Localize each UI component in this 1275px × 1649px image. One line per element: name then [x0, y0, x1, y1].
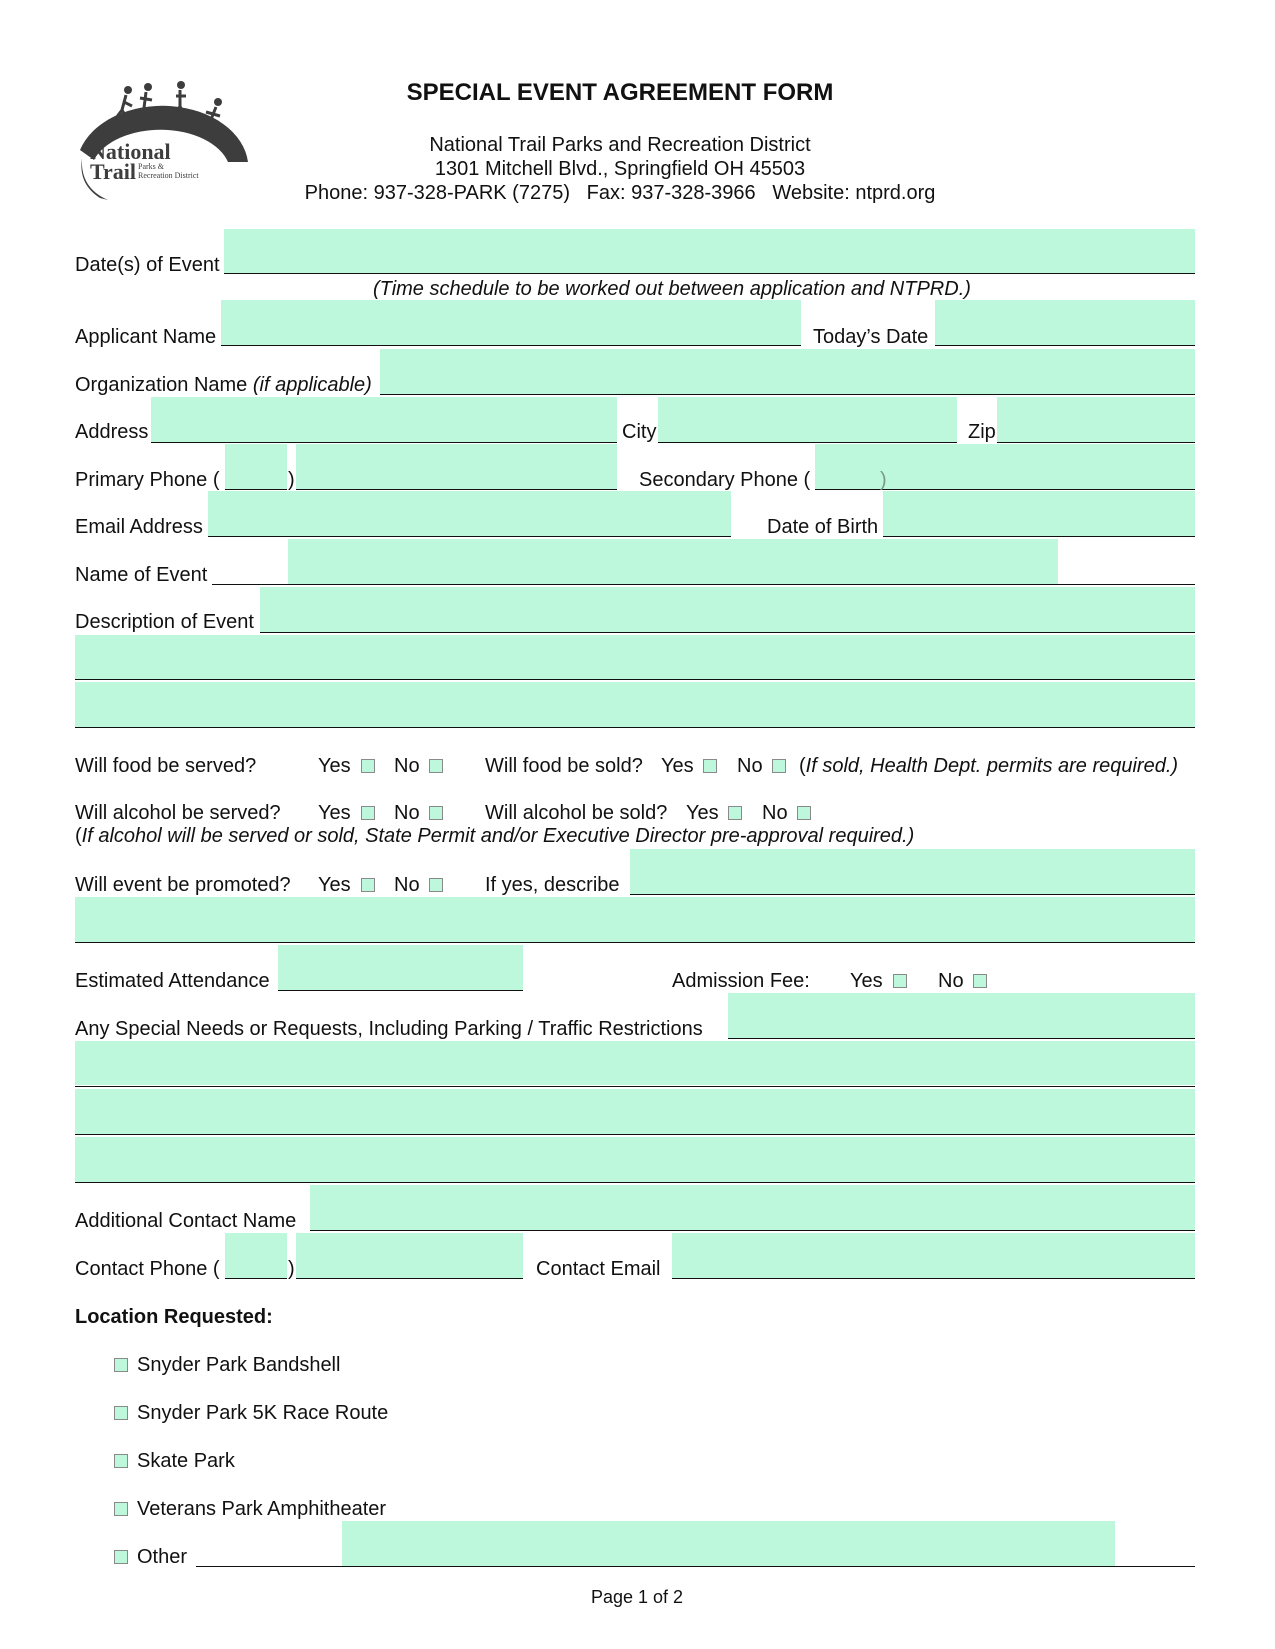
food-served-yes-checkbox[interactable]	[361, 759, 375, 773]
org-field[interactable]	[380, 349, 1195, 394]
alcohol-served-label: Will alcohol be served?	[75, 802, 281, 824]
event-name-field[interactable]	[288, 539, 1058, 584]
org-label	[75, 374, 372, 396]
if-yes-label: If yes, describe	[485, 874, 620, 896]
location-option-skate-park: Skate Park	[137, 1450, 235, 1472]
location-checkbox-race-route[interactable]	[114, 1406, 128, 1420]
city-label: City	[622, 421, 657, 443]
special-needs-field-4[interactable]	[75, 1137, 1195, 1182]
promotion-field-2[interactable]	[75, 897, 1195, 942]
promotion-underline-2	[75, 942, 1195, 943]
contact-area-underline	[225, 1278, 287, 1279]
logo-text: National Trail	[90, 139, 171, 184]
location-checkbox-skate-park[interactable]	[114, 1454, 128, 1468]
admission-no-label: No	[938, 970, 964, 992]
dob-field[interactable]	[883, 491, 1195, 536]
location-option-bandshell: Snyder Park Bandshell	[137, 1354, 341, 1376]
description-field-3[interactable]	[75, 682, 1195, 727]
food-note-text: If sold, Health Dept. permits are required.)	[805, 755, 1179, 777]
food-sold-no-label: No	[737, 755, 763, 777]
location-checkbox-other[interactable]	[114, 1550, 128, 1564]
contact-email-underline	[672, 1278, 1195, 1279]
primary-phone-field[interactable]	[296, 444, 617, 489]
promoted-no-checkbox[interactable]	[429, 878, 443, 892]
zip-field[interactable]	[997, 397, 1195, 442]
promotion-field-1[interactable]	[630, 849, 1195, 894]
page-title: SPECIAL EVENT AGREEMENT FORM	[406, 79, 834, 106]
food-sold-yes-label: Yes	[661, 755, 694, 777]
contact-phone-label: Contact Phone (	[75, 1258, 220, 1280]
secondary-phone-underline	[815, 489, 1195, 490]
special-needs-underline-1	[728, 1038, 1195, 1039]
event-name-underline	[212, 584, 1195, 585]
food-served-label: Will food be served?	[75, 755, 257, 777]
promoted-label: Will event be promoted?	[75, 874, 291, 896]
today-underline	[935, 345, 1195, 346]
additional-contact-field[interactable]	[310, 1185, 1195, 1230]
description-underline-3	[75, 727, 1195, 728]
zip-underline	[997, 442, 1195, 443]
special-needs-field-1[interactable]	[728, 993, 1195, 1038]
primary-phone-label: Primary Phone (	[75, 469, 220, 491]
description-field-2[interactable]	[75, 635, 1195, 679]
secondary-phone-field[interactable]	[815, 444, 1195, 489]
promoted-yes-label: Yes	[318, 874, 351, 896]
admission-yes-checkbox[interactable]	[893, 974, 907, 988]
email-field[interactable]	[208, 491, 731, 536]
food-sold-yes-checkbox[interactable]	[703, 759, 717, 773]
applicant-field[interactable]	[221, 300, 801, 345]
food-served-no-checkbox[interactable]	[429, 759, 443, 773]
org-label-suffix: (if applicable)	[252, 374, 372, 396]
primary-area-underline	[225, 489, 287, 490]
description-field-1[interactable]	[260, 587, 1195, 632]
alcohol-served-yes-label: Yes	[318, 802, 351, 824]
dates-label: Date(s) of Event	[75, 254, 220, 276]
today-label: Today’s Date	[813, 326, 929, 348]
primary-phone-underline	[296, 489, 617, 490]
secondary-phone-label: Secondary Phone (	[639, 469, 811, 491]
address-label: Address	[75, 421, 149, 443]
promoted-yes-checkbox[interactable]	[361, 878, 375, 892]
attendance-field[interactable]	[278, 945, 523, 990]
address-field[interactable]	[151, 397, 617, 442]
dates-underline	[224, 273, 1195, 274]
city-field[interactable]	[658, 397, 957, 442]
applicant-label: Applicant Name	[75, 326, 217, 348]
food-note-open: (	[799, 755, 806, 777]
attendance-label: Estimated Attendance	[75, 970, 270, 992]
dob-underline	[883, 536, 1195, 537]
logo	[78, 80, 258, 205]
alcohol-note-text: If alcohol will be served or sold, State Permit and/or Executive Director pre-approval required.)	[81, 825, 915, 847]
special-needs-underline-3	[75, 1134, 1195, 1135]
dates-field[interactable]	[224, 229, 1195, 273]
applicant-underline	[221, 345, 801, 346]
alcohol-served-no-label: No	[394, 802, 420, 824]
today-field[interactable]	[935, 300, 1195, 345]
logo-subtext: Parks & Recreation District	[138, 162, 199, 180]
location-checkbox-amphitheater[interactable]	[114, 1502, 128, 1516]
other-location-field[interactable]	[342, 1521, 1115, 1566]
alcohol-note	[75, 825, 914, 847]
email-label: Email Address	[75, 516, 203, 538]
event-name-label: Name of Event	[75, 564, 208, 586]
food-note	[799, 755, 1178, 777]
address-underline	[151, 442, 617, 443]
alcohol-sold-yes-checkbox[interactable]	[728, 806, 742, 820]
additional-contact-label: Additional Contact Name	[75, 1210, 297, 1232]
special-needs-underline-4	[75, 1182, 1195, 1183]
city-underline	[658, 442, 957, 443]
additional-contact-underline	[310, 1230, 1195, 1231]
email-underline	[208, 536, 731, 537]
location-option-race-route: Snyder Park 5K Race Route	[137, 1402, 389, 1424]
alcohol-served-no-checkbox[interactable]	[429, 806, 443, 820]
org-contact: Phone: 937-328-PARK (7275) Fax: 937-328-3966 Website: ntprd.org	[304, 182, 936, 204]
org-underline	[380, 394, 1195, 395]
food-served-no-label: No	[394, 755, 420, 777]
food-sold-label: Will food be sold?	[485, 755, 643, 777]
location-option-other: Other	[137, 1546, 188, 1568]
alcohol-sold-no-checkbox[interactable]	[797, 806, 811, 820]
org-name: National Trail Parks and Recreation District	[429, 134, 811, 156]
contact-phone-underline	[296, 1278, 523, 1279]
alcohol-served-yes-checkbox[interactable]	[361, 806, 375, 820]
org-label-text: Organization Name	[75, 374, 248, 396]
alcohol-sold-no-label: No	[762, 802, 788, 824]
admission-yes-label: Yes	[850, 970, 883, 992]
attendance-underline	[278, 990, 523, 991]
promoted-no-label: No	[394, 874, 420, 896]
org-address: 1301 Mitchell Blvd., Springfield OH 45503	[434, 158, 806, 180]
dates-note: (Time schedule to be worked out between application and NTPRD.)	[373, 278, 971, 300]
secondary-close-paren: )	[880, 469, 887, 491]
food-served-yes-label: Yes	[318, 755, 351, 777]
promotion-underline-1	[630, 894, 1195, 895]
special-needs-label: Any Special Needs or Requests, Including Parking / Traffic Restrictions	[75, 1018, 703, 1040]
description-underline-2	[75, 679, 1195, 680]
page-number: Page 1 of 2	[590, 1587, 684, 1607]
contact-area-code-field[interactable]	[225, 1233, 287, 1278]
special-needs-field-2[interactable]	[75, 1041, 1195, 1085]
food-sold-no-checkbox[interactable]	[772, 759, 786, 773]
admission-label: Admission Fee:	[672, 970, 810, 992]
admission-no-checkbox[interactable]	[973, 974, 987, 988]
alcohol-note-open: (	[75, 825, 82, 847]
dob-label: Date of Birth	[767, 516, 879, 538]
zip-label: Zip	[968, 421, 996, 443]
description-label: Description of Event	[75, 611, 254, 633]
other-location-underline	[196, 1566, 1195, 1567]
contact-phone-field[interactable]	[296, 1233, 523, 1278]
location-option-amphitheater: Veterans Park Amphitheater	[137, 1498, 387, 1520]
special-needs-field-3[interactable]	[75, 1089, 1195, 1134]
location-heading: Location Requested:	[75, 1306, 273, 1328]
primary-close-paren: )	[288, 469, 295, 491]
primary-area-code-field[interactable]	[225, 444, 287, 489]
contact-email-label: Contact Email	[536, 1258, 661, 1280]
alcohol-sold-label: Will alcohol be sold?	[485, 802, 668, 824]
description-underline-1	[260, 632, 1195, 633]
alcohol-sold-yes-label: Yes	[686, 802, 719, 824]
special-needs-underline-2	[75, 1086, 1195, 1087]
location-checkbox-bandshell[interactable]	[114, 1358, 128, 1372]
contact-close-paren: )	[288, 1258, 295, 1280]
contact-email-field[interactable]	[672, 1233, 1195, 1278]
